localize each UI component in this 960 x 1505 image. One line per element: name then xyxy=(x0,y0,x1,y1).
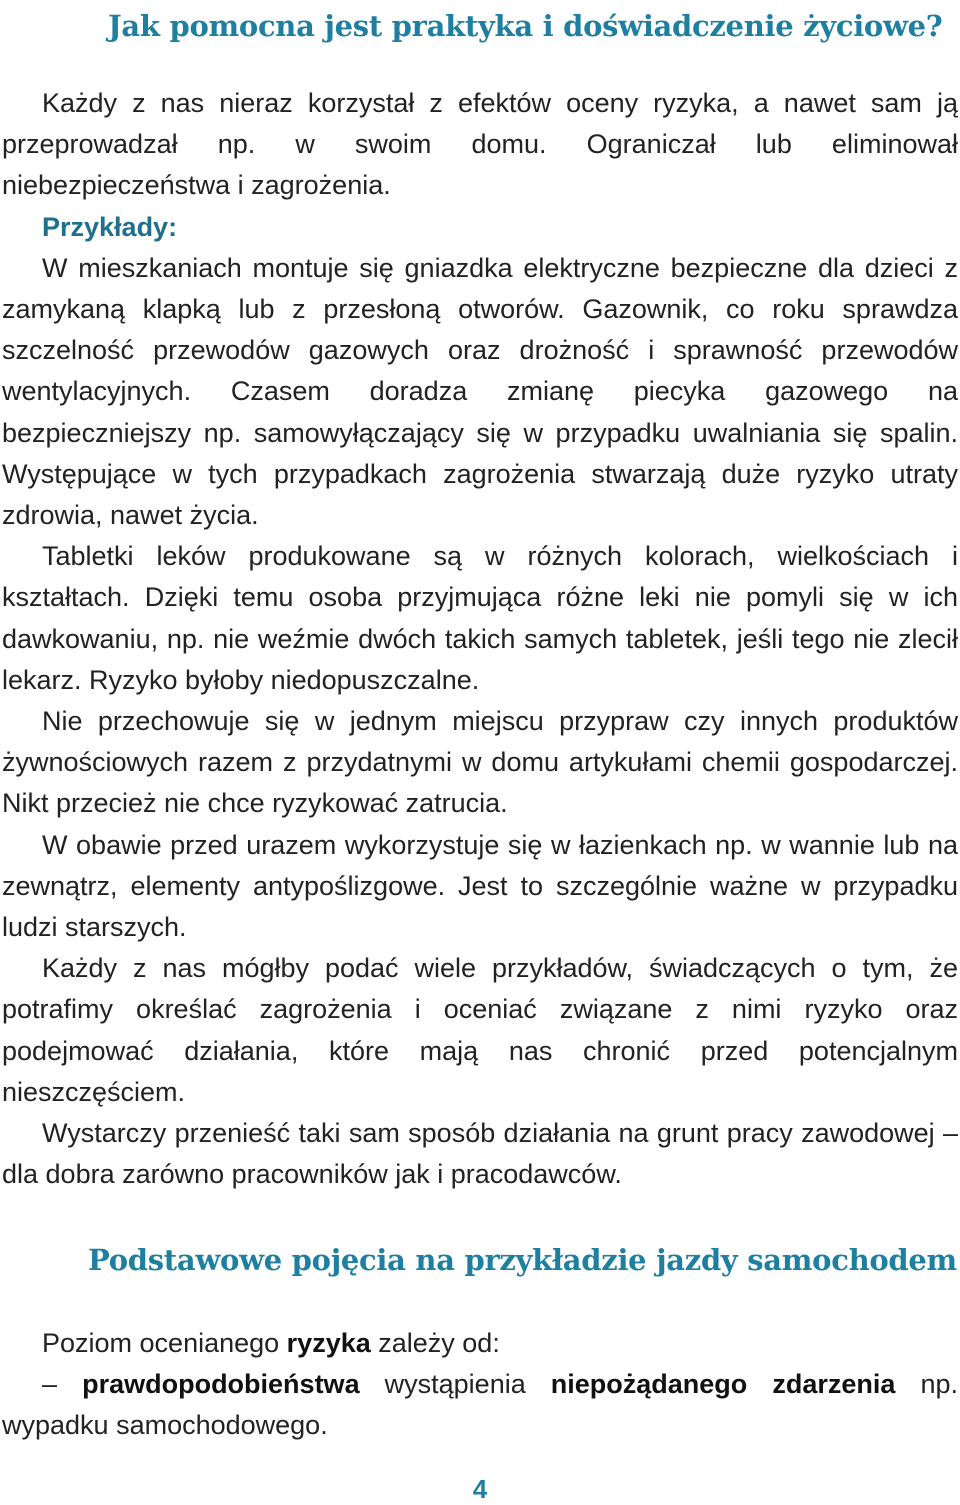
page-number: 4 xyxy=(472,1474,488,1504)
paragraph-sockets-gas: W mieszkaniach montuje się gniazdka elektryczne bezpieczne dla dzieci z zamykaną klapką lub z przesłoną otworów. Gazownik, co roku sprawdza szczelność przewodów gazowych oraz drożność i sprawność przewodów wentylacyjnych. Czasem doradza zmianę piecyka gazowego na bezpieczniejszy np. samowyłączający się w przypadku uwalniania się spalin. Występujące w tych przypadkach zagrożenia stwarzają duże ryzyko utraty zdrowia, nawet życia. xyxy=(2,252,958,531)
paragraph-bathroom: W obawie przed urazem wykorzystuje się w łazienkach np. w wannie lub na zewnątrz, elementy antypoślizgowe. Jest to szczególnie ważne w przypadku ludzi starszych. xyxy=(2,829,958,943)
paragraph-workplace: Wystarczy przenieść taki sam sposób działania na grunt pracy zawodowej – dla dobra zarówno pracowników jak i pracodawców. xyxy=(2,1118,958,1190)
probability-term: prawdopodobieństwa xyxy=(82,1369,360,1400)
risk-level-prefix: Poziom ocenianego xyxy=(42,1328,287,1358)
risk-term: ryzyka xyxy=(286,1328,371,1358)
paragraph-storage: Nie przechowuje się w jednym miejscu przypraw czy innych produktów żywnościowych razem z przydatnymi w domu artykułami chemii gospodarczej. Nikt przecież nie chce ryzykować zatrucia. xyxy=(2,706,958,819)
risk-level-line xyxy=(2,1323,958,1364)
section-heading-practice: Jak pomocna jest praktyka i doświadczenie życiowe? xyxy=(108,9,943,43)
section-body-practice xyxy=(2,83,958,1195)
section-heading-basic-concepts: Podstawowe pojęcia na przykładzie jazdy samochodem xyxy=(88,1243,957,1277)
paragraph-examples-summary: Każdy z nas mógłby podać wiele przykładów, świadczących o tym, że potrafimy określać zagrożenia i oceniać związane z nimi ryzyko oraz podejmować działania, które mają nas chronić przed potencjalnym nieszczęściem. xyxy=(2,953,958,1107)
examples-label: Przykłady: xyxy=(42,211,178,242)
probability-mid: wystąpienia xyxy=(359,1369,551,1400)
probability-suffix: np. wypadku samochodowego. xyxy=(2,1369,958,1441)
risk-level-suffix: zależy od: xyxy=(370,1328,500,1358)
adverse-event-term: niepożądanego zdarzenia xyxy=(550,1369,896,1400)
probability-item xyxy=(2,1364,958,1446)
paragraph-tablets: Tabletki leków produkowane są w różnych kolorach, wielkościach i kształtach. Dzięki temu osoba przyjmująca różne leki nie pomyli się w ich dawkowaniu, np. nie weźmie dwóch takich samych tabletek, jeśli tego nie zlecił lekarz. Ryzyko byłoby niedopuszczalne. xyxy=(2,541,958,695)
intro-paragraph: Każdy z nas nieraz korzystał z efektów oceny ryzyka, a nawet sam ją przeprowadzał np. w swoim domu. Ograniczał lub eliminował niebezpieczeństwa i zagrożenia. xyxy=(2,88,958,201)
list-dash: – xyxy=(42,1369,83,1400)
section-body-basic-concepts xyxy=(2,1323,958,1447)
